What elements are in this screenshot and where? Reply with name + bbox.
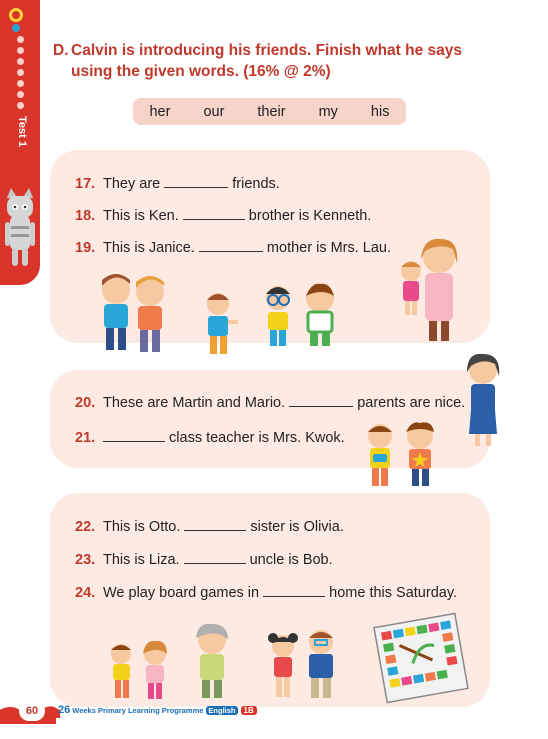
teacher-illustration [463, 352, 503, 448]
word-bank-item: his [370, 103, 390, 120]
answer-blank[interactable] [183, 205, 245, 220]
brand-number: 26 [58, 704, 71, 716]
level-badge: 1B [241, 706, 257, 715]
boy-pointing-illustration [200, 290, 240, 360]
footer-brand [58, 704, 257, 716]
heading-line2: using the given words. (16% @ 2%) [71, 63, 331, 80]
question-23: 23. This is Liza. uncle is Bob. [75, 549, 333, 568]
otto-and-olivia-illustration [105, 640, 177, 702]
board-game-illustration [372, 612, 470, 704]
subject-badge: English [208, 706, 236, 715]
question-number: 17. [75, 176, 96, 192]
question-24: 24. We play board games in home this Saturday. [75, 582, 457, 601]
test-label: Test 1 [16, 116, 28, 147]
heading-line1: Calvin is introducing his friends. Finish what he says [71, 42, 463, 59]
grandmother-illustration [192, 622, 234, 702]
question-22: 22. This is Otto. sister is Olivia. [75, 516, 344, 535]
word-bank-item: my [318, 103, 338, 120]
word-bank-item: our [203, 103, 225, 120]
section-letter: D. [53, 42, 69, 59]
brand-text: Weeks Primary Learning Programme [72, 706, 204, 715]
answer-blank[interactable] [164, 173, 228, 188]
logo-ring-icon [9, 8, 23, 22]
answer-blank[interactable] [199, 237, 263, 252]
logo-dot-icon [12, 24, 20, 32]
answer-blank[interactable] [103, 427, 165, 442]
word-bank-item: her [149, 103, 171, 120]
answer-blank[interactable] [263, 582, 325, 597]
page-number: 60 [19, 701, 45, 721]
question-number: 20. [75, 395, 96, 411]
answer-blank[interactable] [184, 549, 246, 564]
two-boys-illustration [92, 268, 182, 360]
mother-and-girl-illustration [395, 237, 469, 345]
word-bank [133, 98, 406, 125]
question-18: 18. This is Ken. brother is Kenneth. [75, 205, 371, 224]
question-number: 23. [75, 552, 96, 568]
martin-and-mario-illustration [362, 420, 442, 488]
question-number: 24. [75, 585, 96, 601]
question-number: 19. [75, 240, 96, 256]
question-17: 17. They are friends. [75, 173, 280, 192]
question-21: 21. class teacher is Mrs. Kwok. [75, 427, 345, 446]
progress-dots [16, 36, 25, 113]
cat-mascot-icon [3, 188, 37, 268]
exercise-heading [53, 40, 523, 82]
boy-with-glasses-and-boy-illustration [262, 282, 344, 348]
answer-blank[interactable] [184, 516, 246, 531]
question-19: 19. This is Janice. mother is Mrs. Lau. [75, 237, 391, 256]
word-bank-item: their [257, 103, 286, 120]
question-20: 20. These are Martin and Mario. parents are nice. [75, 392, 465, 411]
question-number: 22. [75, 519, 96, 535]
question-number: 18. [75, 208, 96, 224]
question-number: 21. [75, 430, 96, 446]
liza-and-bob-illustration [265, 628, 345, 702]
answer-blank[interactable] [289, 392, 353, 407]
